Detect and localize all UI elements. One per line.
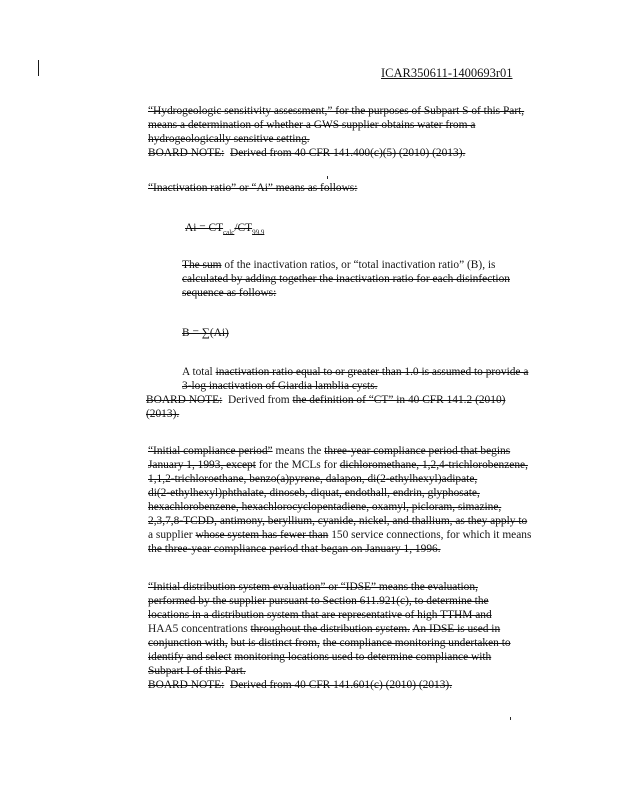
total-line-1a: A total [182, 366, 213, 378]
inactivation-note-b: the definition of “CT” in 40 CFR 141.2 (2010) [292, 394, 506, 406]
inactivation-sum-paragraph [182, 258, 582, 300]
scan-speck [510, 717, 511, 720]
icp-line-7a: a supplier [148, 529, 193, 541]
sum-line-1a: The sum [182, 259, 222, 271]
idse-board-note-label: BOARD NOTE: [148, 679, 225, 691]
sum-line-3: sequence as follows: [182, 287, 277, 299]
scan-speck [327, 176, 328, 179]
total-line-2: 3-log inactivation of Giardia lamblia cysts. [182, 380, 378, 392]
document-id-header: ICAR350611-1400693r01 [381, 66, 513, 80]
icp-line-4: di(2-ethylhexyl)phthalate, dinoseb, diquat, endothall, endrin, glyphosate, [148, 487, 480, 499]
idse-line-4b: throughout the distribution system. [250, 623, 410, 635]
hydro-line-3: hydrogeologically sensitive setting. [148, 133, 310, 145]
icp-line-7c: 150 service connections, for which it means [331, 529, 532, 541]
icp-line-6: 2,3,7,8-TCDD, antimony, beryllium, cyanide, nickel, and thallium, as they apply to [148, 515, 528, 527]
inactivation-note-a: Derived from [227, 394, 290, 406]
margin-change-bar [38, 60, 39, 76]
idse-line-5a: conjunction with, [148, 637, 228, 649]
inactivation-board-note [146, 393, 546, 421]
icp-line-2b: for the MCLs for [258, 459, 337, 471]
inactivation-intro-text: “Inactivation ratio” or “Ai” means as follows: [148, 182, 358, 194]
icp-means: means the [275, 445, 322, 457]
icp-line-7b: whose system has fewer than [195, 529, 329, 541]
idse-board-note-text: Derived from 40 CFR 141.601(c) (2010) (2013). [229, 679, 453, 691]
hydro-board-note-label: BOARD NOTE: [148, 147, 225, 159]
idse-line-3: locations in a distribution system that are representative of high TTHM and [148, 609, 492, 621]
formula-sub-calc: calc [223, 228, 235, 237]
idse-line-5c: the compliance monitoring undertaken to [322, 637, 511, 649]
idse-line-5b: but is distinct from, [230, 637, 320, 649]
icp-term: “Initial compliance period” [148, 445, 273, 457]
idse-line-2: performed by the supplier pursuant to Section 611.921(c), to determine the [148, 595, 489, 607]
icp-line-2c: dichloromethane, 1,2,4-trichlorobenzene, [339, 459, 528, 471]
hydro-line-2: means a determination of whether a GWS supplier obtains water from a [148, 119, 476, 131]
formula-ai: Ai = CT [185, 222, 224, 234]
hydro-definition [148, 104, 548, 160]
inactivation-formula [185, 221, 264, 239]
idse-line-4c: An IDSE is used in [412, 623, 501, 635]
idse-line-6b: monitoring locations used to determine compliance with [234, 651, 492, 663]
sum-line-2: calculated by adding together the inactivation ratio for each disinfection [182, 273, 510, 285]
idse-line-7: Subpart I of this Part. [148, 665, 246, 677]
idse-line-1: “Initial distribution system evaluation” or “IDSE” means the evaluation, [148, 581, 478, 593]
inactivation-note-label: BOARD NOTE: [146, 394, 223, 406]
formula-sub-999: 99.9 [252, 228, 265, 237]
inactivation-note-c: (2013). [146, 408, 180, 420]
formula-ct: /CT [234, 222, 253, 234]
total-inactivation-paragraph [182, 365, 582, 393]
icp-line-2a: January 1, 1993, except [148, 459, 256, 471]
icp-line-8: the three-year compliance period that began on January 1, 1996. [148, 543, 441, 555]
inactivation-intro [148, 181, 548, 195]
idse-line-4a: HAA5 concentrations [148, 623, 248, 635]
total-inactivation-formula [182, 326, 229, 340]
idse-line-6a: identify and select [148, 651, 232, 663]
icp-line-1c: three-year compliance period that begins [324, 445, 511, 457]
initial-compliance-period-definition [148, 444, 548, 556]
total-line-1b: inactivation ratio equal to or greater than 1.0 is assumed to provide a [215, 366, 529, 378]
icp-line-5: hexachlorobenzene, hexachlorocyclopentadiene, oxamyl, picloram, simazine, [148, 501, 502, 513]
hydro-board-note-text: Derived from 40 CFR 141.400(c)(5) (2010) (2013). [229, 147, 466, 159]
hydro-line-1: “Hydrogeologic sensitivity assessment,” for the purposes of Subpart S of this Part, [148, 105, 525, 117]
idse-definition [148, 580, 548, 692]
icp-line-3: 1,1,2-trichloroethane, benzo(a)pyrene, dalapon, di(2-ethylhexyl)adipate, [148, 473, 478, 485]
sum-line-1b: of the inactivation ratios, or “total inactivation ratio” (B), is [224, 259, 496, 271]
formula-b: B = ∑(Ai) [182, 327, 229, 339]
